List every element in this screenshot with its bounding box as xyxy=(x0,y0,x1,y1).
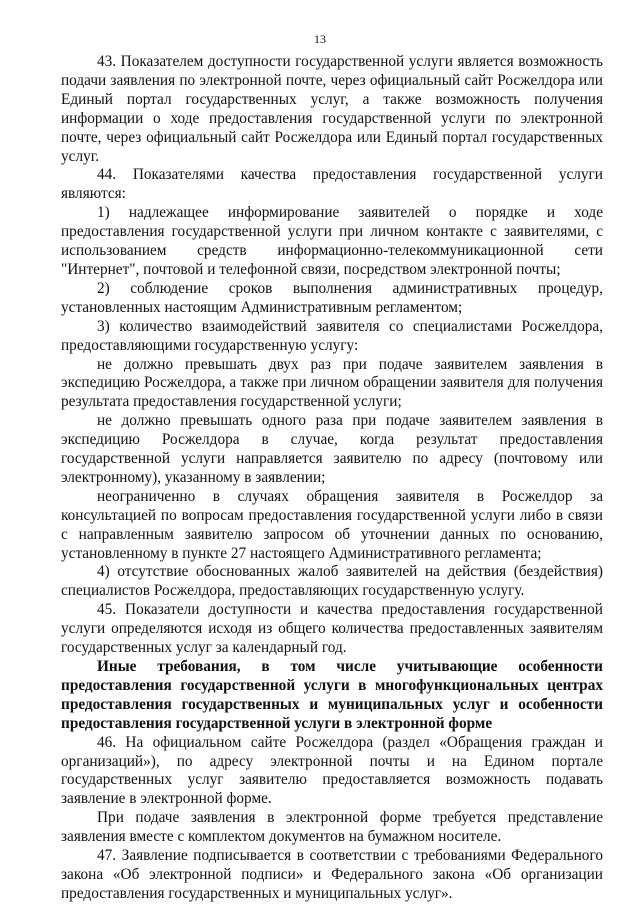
paragraph-47: 47. Заявление подписывается в соответствии с требованиями Федерального закона «Об электронной подписи» и Федерального закона «Об организации предоставления государственных и муниципальных услуг». xyxy=(61,847,603,902)
sub-item-unlimited: неограниченно в случаях обращения заявителя в Росжелдор за консультацией по вопросам предоставления государственной услуги либо в связи с направленным заявителю запросом об уточнении данных по основанию, установленному в пункте 27 настоящего Административного регламента; xyxy=(61,487,603,562)
section-heading: Иные требования, в том числе учитывающие особенности предоставления государственной услуги в многофункциональных центрах предоставления государственных и муниципальных услуг и особенности предоставления государственной услуги в электронной форме xyxy=(61,658,603,732)
list-item-1: 1) надлежащее информирование заявителей о порядке и ходе предоставления государственной услуги при личном контакте с заявителями, с использованием средств информационно-телекоммуникационной сети "Интернет", почтовой и телефонной связи, посредством электронной почты; xyxy=(61,204,603,278)
paragraph-44: 44. Показателями качества предоставления государственной услуги являются: xyxy=(61,166,603,203)
document-body xyxy=(61,53,603,904)
paragraph-46: 46. На официальном сайте Росжелдора (раздел «Обращения граждан и организаций»), по адресу электронной почты и на Едином портале государственных услуг заявителю предоставляется возможность подавать заявление в электронной форме. xyxy=(61,733,603,808)
list-item-2: 2) соблюдение сроков выполнения административных процедур, установленных настоящим Административным регламентом; xyxy=(61,279,603,316)
page-number: 13 xyxy=(314,32,326,46)
sub-item-two-times: не должно превышать двух раз при подаче заявителем заявления в экспедицию Росжелдора, а также при личном обращении заявителя для получения результата предоставления государственной услуги; xyxy=(61,355,603,411)
paragraph-46-continued: При подаче заявления в электронной форме требуется представление заявления вместе с комплектом документов на бумажном носителе. xyxy=(61,809,603,846)
paragraph-45: 45. Показатели доступности и качества предоставления государственной услуги определяются исходя из общего количества предоставленных заявителям государственных услуг за календарный год. xyxy=(61,601,603,657)
paragraph-43: 43. Показателем доступности государственной услуги является возможность подачи заявления по электронной почте, через официальный сайт Росжелдора или Единый портал государственных услуг, а также возможность получения информации о ходе предоставления государственной услуги по электронной почте, через официальный сайт Росжелдора или Единый портал государственных услуг. xyxy=(61,53,603,165)
list-item-3: 3) количество взаимодействий заявителя со специалистами Росжелдора, предоставляющими государственную услугу: xyxy=(61,317,603,354)
list-item-4: 4) отсутствие обоснованных жалоб заявителей на действия (бездействия) специалистов Росжелдора, предоставляющих государственную услугу. xyxy=(61,563,603,600)
sub-item-one-time: не должно превышать одного раза при подаче заявителем заявления в экспедицию Росжелдора в случае, когда результат предоставления государственной услуги направляется заявителю по адресу (почтовому или электронному), указанному в заявлении; xyxy=(61,412,603,486)
